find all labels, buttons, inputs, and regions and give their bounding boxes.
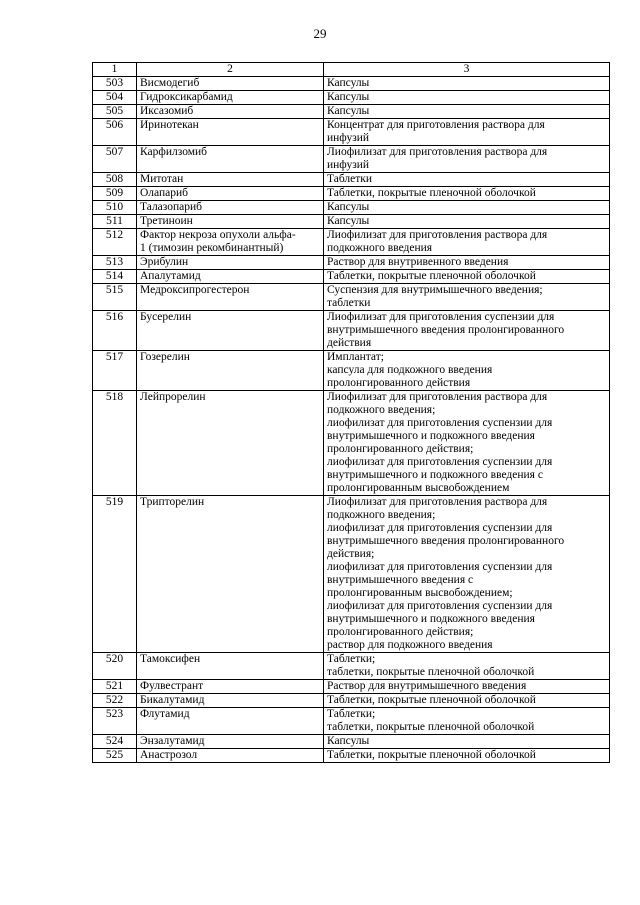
drug-name-line: Фактор некроза опухоли альфа- <box>140 229 296 241</box>
dosage-form-line: Таблетки, покрытые пленочной оболочкой <box>327 270 536 282</box>
row-number: 516 <box>93 311 137 351</box>
dosage-form-line: Капсулы <box>327 735 370 747</box>
dosage-form-line: внутримышечного введения пролонгированного <box>327 324 565 336</box>
dosage-form <box>324 201 610 215</box>
dosage-form-line: внутримышечного и подкожного введения с <box>327 469 543 481</box>
drug-name <box>137 146 324 173</box>
drug-name-line: Карфилзомиб <box>140 146 208 158</box>
row-number: 508 <box>93 173 137 187</box>
dosage-form-line: лиофилизат для приготовления суспензии для <box>327 417 553 429</box>
table-row <box>93 680 610 694</box>
table-row <box>93 270 610 284</box>
dosage-form-line: пролонгированного действия; <box>327 626 474 638</box>
drug-name-line: Апалутамид <box>140 270 201 282</box>
dosage-form <box>324 256 610 270</box>
dosage-form-line: внутримышечного и подкожного введения <box>327 430 535 442</box>
drug-name <box>137 284 324 311</box>
dosage-form-line: подкожного введения; <box>327 404 436 416</box>
row-number: 512 <box>93 229 137 256</box>
row-number: 523 <box>93 708 137 735</box>
column-header-name: 2 <box>137 63 324 77</box>
drug-name <box>137 256 324 270</box>
dosage-form-line: Лиофилизат для приготовления раствора для <box>327 146 548 158</box>
drug-name <box>137 680 324 694</box>
dosage-form-line: капсула для подкожного введения <box>327 364 493 376</box>
drug-name <box>137 708 324 735</box>
dosage-form-line: Лиофилизат для приготовления раствора для <box>327 229 548 241</box>
dosage-form-line: таблетки, покрытые пленочной оболочкой <box>327 721 535 733</box>
table-row <box>93 391 610 496</box>
row-number: 510 <box>93 201 137 215</box>
dosage-form-line: внутримышечного и подкожного введения <box>327 613 535 625</box>
table-row <box>93 201 610 215</box>
dosage-form <box>324 215 610 229</box>
dosage-form <box>324 653 610 680</box>
drug-name-line: Гозерелин <box>140 351 190 363</box>
drug-name-line: Иксазомиб <box>140 105 194 117</box>
dosage-form <box>324 187 610 201</box>
drug-name <box>137 391 324 496</box>
dosage-form-line: раствор для подкожного введения <box>327 639 493 651</box>
drug-name-line: Талазопариб <box>140 201 203 213</box>
table-row <box>93 311 610 351</box>
row-number: 503 <box>93 77 137 91</box>
row-number: 513 <box>93 256 137 270</box>
dosage-form <box>324 391 610 496</box>
column-header-form: 3 <box>324 63 610 77</box>
dosage-form <box>324 270 610 284</box>
drug-name-line: Третиноин <box>140 215 193 227</box>
table-row <box>93 708 610 735</box>
drug-name <box>137 229 324 256</box>
dosage-form <box>324 311 610 351</box>
row-number: 509 <box>93 187 137 201</box>
drug-name <box>137 77 324 91</box>
table-row <box>93 749 610 763</box>
dosage-form-line: Капсулы <box>327 77 370 89</box>
row-number: 522 <box>93 694 137 708</box>
table-row <box>93 146 610 173</box>
dosage-form-line: Раствор для внутривенного введения <box>327 256 509 268</box>
dosage-form-line: Капсулы <box>327 201 370 213</box>
dosage-form-line: Таблетки; <box>327 653 376 665</box>
dosage-form <box>324 284 610 311</box>
drug-table <box>92 62 610 763</box>
drug-name-line: Лейпрорелин <box>140 391 206 403</box>
dosage-form <box>324 105 610 119</box>
drug-name-line: Флутамид <box>140 708 190 720</box>
dosage-form-line: таблетки <box>327 297 371 309</box>
dosage-form <box>324 680 610 694</box>
drug-name-line: Трипторелин <box>140 496 205 508</box>
row-number: 520 <box>93 653 137 680</box>
table-row <box>93 119 610 146</box>
dosage-form-line: Капсулы <box>327 91 370 103</box>
table-row <box>93 351 610 391</box>
drug-name-line: Висмодегиб <box>140 77 200 89</box>
table-row <box>93 653 610 680</box>
drug-name <box>137 653 324 680</box>
drug-name <box>137 173 324 187</box>
drug-name <box>137 694 324 708</box>
row-number: 524 <box>93 735 137 749</box>
drug-name <box>137 311 324 351</box>
dosage-form <box>324 735 610 749</box>
dosage-form-line: Таблетки, покрытые пленочной оболочкой <box>327 694 536 706</box>
table-row <box>93 256 610 270</box>
dosage-form-line: пролонгированным высвобождением <box>327 482 510 494</box>
dosage-form <box>324 708 610 735</box>
dosage-form-line: Капсулы <box>327 105 370 117</box>
dosage-form <box>324 749 610 763</box>
dosage-form-line: Суспензия для внутримышечного введения; <box>327 284 543 296</box>
table-row <box>93 694 610 708</box>
drug-name-line: Тамоксифен <box>140 653 201 665</box>
dosage-form <box>324 351 610 391</box>
row-number: 511 <box>93 215 137 229</box>
dosage-form <box>324 146 610 173</box>
dosage-form-line: Капсулы <box>327 215 370 227</box>
drug-name-line: Митотан <box>140 173 184 185</box>
table-row <box>93 173 610 187</box>
row-number: 518 <box>93 391 137 496</box>
dosage-form-line: лиофилизат для приготовления суспензии для <box>327 600 553 612</box>
drug-name <box>137 351 324 391</box>
dosage-form <box>324 694 610 708</box>
dosage-form <box>324 173 610 187</box>
dosage-form-line: пролонгированным высвобождением; <box>327 587 513 599</box>
dosage-form-line: Концентрат для приготовления раствора для <box>327 119 545 131</box>
table-row <box>93 77 610 91</box>
row-number: 504 <box>93 91 137 105</box>
column-header-number: 1 <box>93 63 137 77</box>
row-number: 507 <box>93 146 137 173</box>
dosage-form-line: пролонгированного действия; <box>327 443 474 455</box>
row-number: 505 <box>93 105 137 119</box>
drug-name <box>137 270 324 284</box>
dosage-form-line: Раствор для внутримышечного введения <box>327 680 527 692</box>
drug-name-line: Анастрозол <box>140 749 198 761</box>
dosage-form-line: Таблетки; <box>327 708 376 720</box>
dosage-form-line: подкожного введения; <box>327 509 436 521</box>
drug-name-line: Иринотекан <box>140 119 199 131</box>
dosage-form-line: лиофилизат для приготовления суспензии для <box>327 522 553 534</box>
drug-name-line: Гидроксикарбамид <box>140 91 233 103</box>
dosage-form-line: Таблетки, покрытые пленочной оболочкой <box>327 187 536 199</box>
drug-name <box>137 187 324 201</box>
dosage-form-line: Лиофилизат для приготовления раствора для <box>327 391 548 403</box>
table-row <box>93 735 610 749</box>
dosage-form <box>324 77 610 91</box>
table-row <box>93 91 610 105</box>
drug-name <box>137 91 324 105</box>
drug-name <box>137 215 324 229</box>
drug-name-line: Энзалутамид <box>140 735 205 747</box>
row-number: 506 <box>93 119 137 146</box>
dosage-form-line: внутримышечного введения с <box>327 574 474 586</box>
drug-name-line: Олапариб <box>140 187 189 199</box>
dosage-form-line: инфузий <box>327 159 370 171</box>
dosage-form <box>324 119 610 146</box>
drug-name-line: Эрибулин <box>140 256 189 268</box>
dosage-form-line: внутримышечного введения пролонгированного <box>327 535 565 547</box>
dosage-form-line: Лиофилизат для приготовления раствора для <box>327 496 548 508</box>
table-row <box>93 215 610 229</box>
dosage-form-line: таблетки, покрытые пленочной оболочкой <box>327 666 535 678</box>
row-number: 514 <box>93 270 137 284</box>
table-row <box>93 496 610 653</box>
drug-name <box>137 749 324 763</box>
page-number: 29 <box>313 26 327 41</box>
drug-name <box>137 735 324 749</box>
row-number: 519 <box>93 496 137 653</box>
table-row <box>93 187 610 201</box>
dosage-form <box>324 496 610 653</box>
drug-name <box>137 201 324 215</box>
drug-name <box>137 105 324 119</box>
dosage-form-line: Таблетки <box>327 173 373 185</box>
dosage-form-line: лиофилизат для приготовления суспензии для <box>327 561 553 573</box>
dosage-form-line: Лиофилизат для приготовления суспензии для <box>327 311 555 323</box>
drug-name-line: Бусерелин <box>140 311 192 323</box>
drug-name <box>137 119 324 146</box>
dosage-form-line: пролонгированного действия <box>327 377 471 389</box>
dosage-form-line: подкожного введения <box>327 242 433 254</box>
table-row <box>93 284 610 311</box>
row-number: 525 <box>93 749 137 763</box>
table-row <box>93 105 610 119</box>
dosage-form-line: действия; <box>327 548 375 560</box>
dosage-form-line: инфузий <box>327 132 370 144</box>
row-number: 517 <box>93 351 137 391</box>
table-row <box>93 229 610 256</box>
dosage-form <box>324 229 610 256</box>
drug-name <box>137 496 324 653</box>
dosage-form-line: Таблетки, покрытые пленочной оболочкой <box>327 749 536 761</box>
row-number: 515 <box>93 284 137 311</box>
drug-name-line: 1 (тимозин рекомбинантный) <box>140 242 284 254</box>
dosage-form <box>324 91 610 105</box>
dosage-form-line: действия <box>327 337 372 349</box>
drug-name-line: Бикалутамид <box>140 694 205 706</box>
table-header-row <box>93 63 610 77</box>
row-number: 521 <box>93 680 137 694</box>
drug-name-line: Медроксипрогестерон <box>140 284 250 296</box>
drug-name-line: Фулвестрант <box>140 680 204 692</box>
dosage-form-line: лиофилизат для приготовления суспензии для <box>327 456 553 468</box>
dosage-form-line: Имплантат; <box>327 351 384 363</box>
